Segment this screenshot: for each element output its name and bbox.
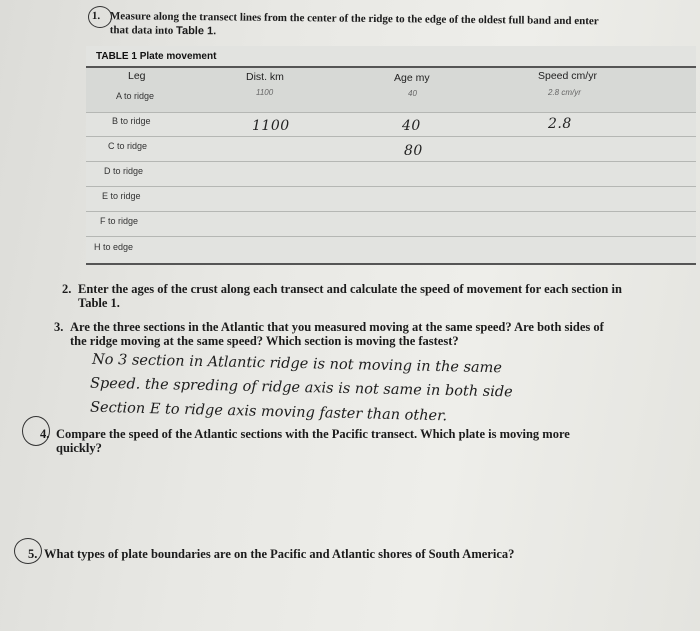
example-row-speed: 2.8 cm/yr xyxy=(548,88,581,97)
table-header-band xyxy=(86,66,696,112)
question-2 xyxy=(62,282,652,310)
table-rule xyxy=(86,186,696,187)
table-rule xyxy=(86,136,696,137)
example-row-leg: A to ridge xyxy=(116,91,155,101)
row-b-dist: 1100 xyxy=(252,118,290,134)
question-3-number: 3. xyxy=(54,320,64,334)
row-e-leg: E to ridge xyxy=(102,191,141,201)
question-4-number: 4. xyxy=(40,427,50,441)
table-rule xyxy=(86,161,696,162)
question-1-line-1: Measure along the transect lines from the center of the ridge to the edge of the oldest full band and enter xyxy=(109,10,599,28)
table-rule xyxy=(86,112,696,113)
question-2-line-2: Table 1. xyxy=(78,296,120,310)
question-1-table-ref: Table 1. xyxy=(176,24,217,38)
question-4-line-2: quickly? xyxy=(56,441,102,455)
header-speed: Speed cm/yr xyxy=(538,70,597,82)
header-age: Age my xyxy=(394,72,430,84)
question-1-number: 1. xyxy=(91,9,101,23)
row-d-leg: D to ridge xyxy=(104,166,144,176)
header-dist: Dist. km xyxy=(246,71,284,83)
answer-3-line-2: Speed. the spreding of ridge axis is not same in both side xyxy=(89,375,513,401)
question-4-line-1: Compare the speed of the Atlantic sections with the Pacific transect. Which plate is moving more xyxy=(56,427,570,441)
question-1 xyxy=(92,9,652,43)
row-b-speed: 2.8 xyxy=(548,116,572,132)
question-3-line-1: Are the three sections in the Atlantic that you measured moving at the same speed? Are both sides of xyxy=(70,320,604,334)
table-title: TABLE 1 Plate movement xyxy=(96,51,217,62)
table-rule xyxy=(86,236,696,237)
question-2-line-1: Enter the ages of the crust along each transect and calculate the speed of movement for each section in xyxy=(78,282,622,296)
row-f-leg: F to ridge xyxy=(100,216,139,226)
row-c-leg: C to ridge xyxy=(108,141,148,151)
answer-3-line-3: Section E to ridge axis moving faster than other. xyxy=(89,399,448,425)
question-5-number: 5. xyxy=(28,547,38,561)
question-3 xyxy=(54,320,654,348)
answer-3-line-1: No 3 section in Atlantic ridge is not moving in the same xyxy=(91,351,503,377)
row-h-leg: H to edge xyxy=(94,242,134,252)
row-b-age: 40 xyxy=(402,118,421,134)
header-leg: Leg xyxy=(128,70,146,82)
row-b-leg: B to ridge xyxy=(112,116,151,126)
example-row-age: 40 xyxy=(408,89,417,98)
question-1-line-2: that data into xyxy=(109,24,177,37)
question-3-line-2: the ridge moving at the same speed? Which section is moving the fastest? xyxy=(70,334,459,348)
row-c-age: 80 xyxy=(404,143,423,159)
question-5 xyxy=(28,547,628,561)
question-4 xyxy=(40,427,652,455)
question-2-number: 2. xyxy=(62,282,72,296)
table-top-rule xyxy=(86,66,696,68)
question-5-text: What types of plate boundaries are on the Pacific and Atlantic shores of South America? xyxy=(44,547,515,561)
table-rule xyxy=(86,211,696,212)
table-bottom-rule xyxy=(86,263,696,265)
example-row-dist: 1100 xyxy=(256,88,274,97)
